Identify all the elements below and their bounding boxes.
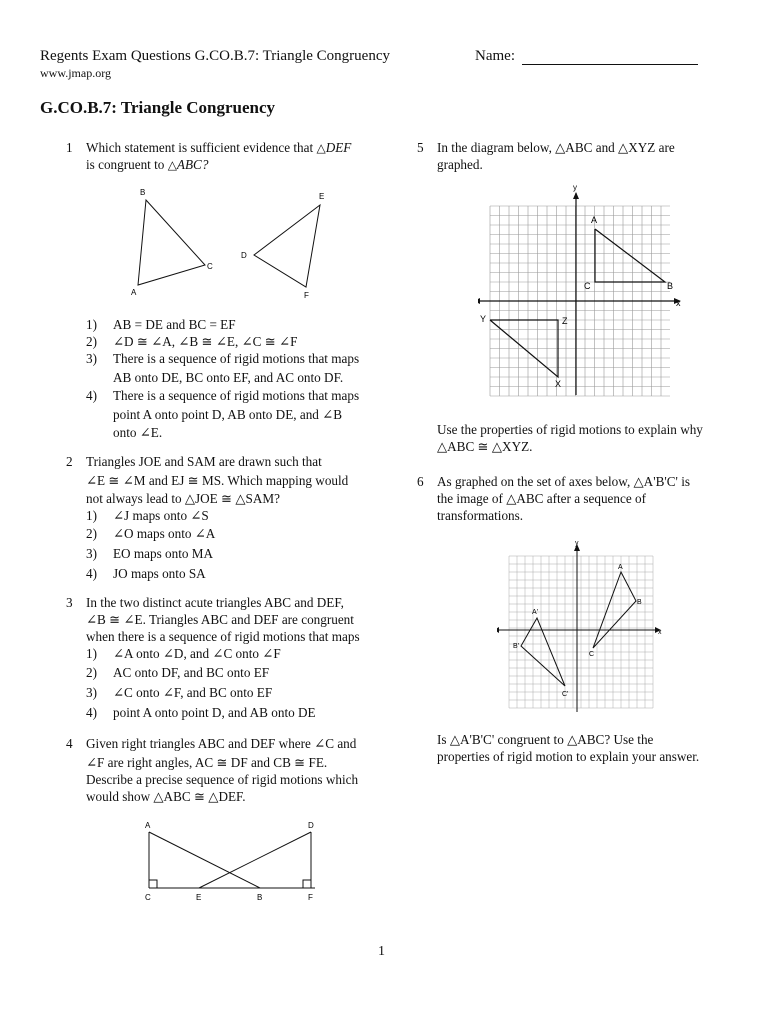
label-f: F: [304, 291, 309, 300]
question-5-line-2: graphed.: [437, 157, 483, 172]
question-number: 3: [66, 595, 73, 610]
document-title: G.CO.B.7: Triangle Congruency: [40, 98, 276, 117]
label-b: B: [637, 599, 642, 606]
question-3-line-3: when there is a sequence of rigid motions that maps: [86, 629, 360, 644]
label-y: Y: [480, 314, 487, 324]
label-d: D: [241, 251, 247, 260]
header-title: Regents Exam Questions G.CO.B.7: Triangle Congruency: [40, 48, 390, 64]
label-e: E: [196, 893, 202, 902]
y-axis-label: y: [573, 185, 577, 192]
question-3-line-2: ∠B ≅ ∠E. Triangles ABC and DEF are congruent: [86, 612, 354, 627]
question-number: 4: [66, 736, 73, 751]
question-2: [66, 453, 396, 513]
question-6-line-1: As graphed on the set of axes below, △A'B'C' is: [437, 474, 691, 489]
question-4-line-2: ∠F are right angles, AC ≅ DF and CB ≅ FE.: [86, 755, 328, 770]
question-4: [66, 735, 406, 810]
question-3: [66, 594, 406, 649]
page-number: 1: [378, 944, 385, 959]
y-axis-label: y: [575, 540, 579, 547]
header-site: www.jmap.org: [40, 66, 111, 80]
question-1: [66, 139, 386, 179]
question-4-line-4: would show △ABC ≅ △DEF.: [86, 789, 246, 804]
question-number: 2: [66, 454, 73, 469]
label-x: X: [555, 379, 562, 389]
label-a: A: [618, 564, 623, 571]
question-number: 1: [66, 140, 73, 155]
question-5-prompt-2: △ABC ≅ △XYZ.: [437, 439, 533, 454]
triangle-def: [254, 205, 320, 287]
label-b-prime: B': [513, 643, 520, 650]
name-label: Name:: [475, 48, 515, 64]
question-6-line-2: the image of △ABC after a sequence of: [437, 491, 646, 506]
label-c: C: [145, 893, 151, 902]
label-a-prime: A': [532, 609, 539, 616]
label-f: F: [308, 893, 313, 902]
question-number: 5: [417, 140, 424, 155]
question-4-line-1: Given right triangles ABC and DEF where ∠C and: [86, 736, 357, 751]
question-4-line-3: Describe a precise sequence of rigid motions which: [86, 772, 359, 787]
label-a: A: [131, 288, 137, 297]
question-6-line-3: transformations.: [437, 508, 524, 523]
label-c: C: [584, 281, 591, 291]
label-a: A: [591, 215, 598, 225]
question-5: [417, 139, 737, 179]
label-c: C: [207, 262, 213, 271]
label-c-prime: C': [562, 691, 569, 698]
question-2-line-3: not always lead to △JOE ≅ △SAM?: [86, 491, 280, 506]
x-axis-label: x: [658, 629, 662, 636]
label-b: B: [257, 893, 263, 902]
question-2-line-2: ∠E ≅ ∠M and EJ ≅ MS. Which mapping would: [86, 473, 349, 488]
label-b: B: [667, 281, 674, 291]
triangle-abc: [138, 200, 205, 285]
question-6-graph: [497, 538, 669, 716]
question-number: 6: [417, 474, 424, 489]
question-5-graph: [478, 185, 690, 400]
question-1-figure: [120, 185, 350, 300]
label-b: B: [140, 188, 146, 197]
label-c: C: [589, 651, 595, 658]
question-5-line-1: In the diagram below, △ABC and △XYZ are: [437, 140, 675, 155]
x-axis-label: x: [676, 298, 681, 308]
question-4-figure: [135, 818, 335, 908]
question-5-prompt-1: Use the properties of rigid motions to explain why: [437, 422, 703, 437]
question-1-line-2: is congruent to △ABC?: [86, 157, 209, 172]
question-2-line-1: Triangles JOE and SAM are drawn such that: [86, 454, 322, 469]
question-3-line-1: In the two distinct acute triangles ABC and DEF,: [86, 595, 344, 610]
question-6: [417, 473, 747, 528]
question-1-line-1: Which statement is sufficient evidence that △DEF: [86, 140, 352, 155]
name-line: [522, 64, 698, 65]
label-e: E: [319, 192, 325, 201]
label-d: D: [308, 821, 314, 830]
label-a: A: [145, 821, 151, 830]
question-6-prompt-1: Is △A'B'C' congruent to △ABC? Use the: [437, 732, 654, 747]
question-6-prompt-2: properties of rigid motion to explain your answer.: [437, 749, 700, 764]
label-z: Z: [562, 316, 568, 326]
